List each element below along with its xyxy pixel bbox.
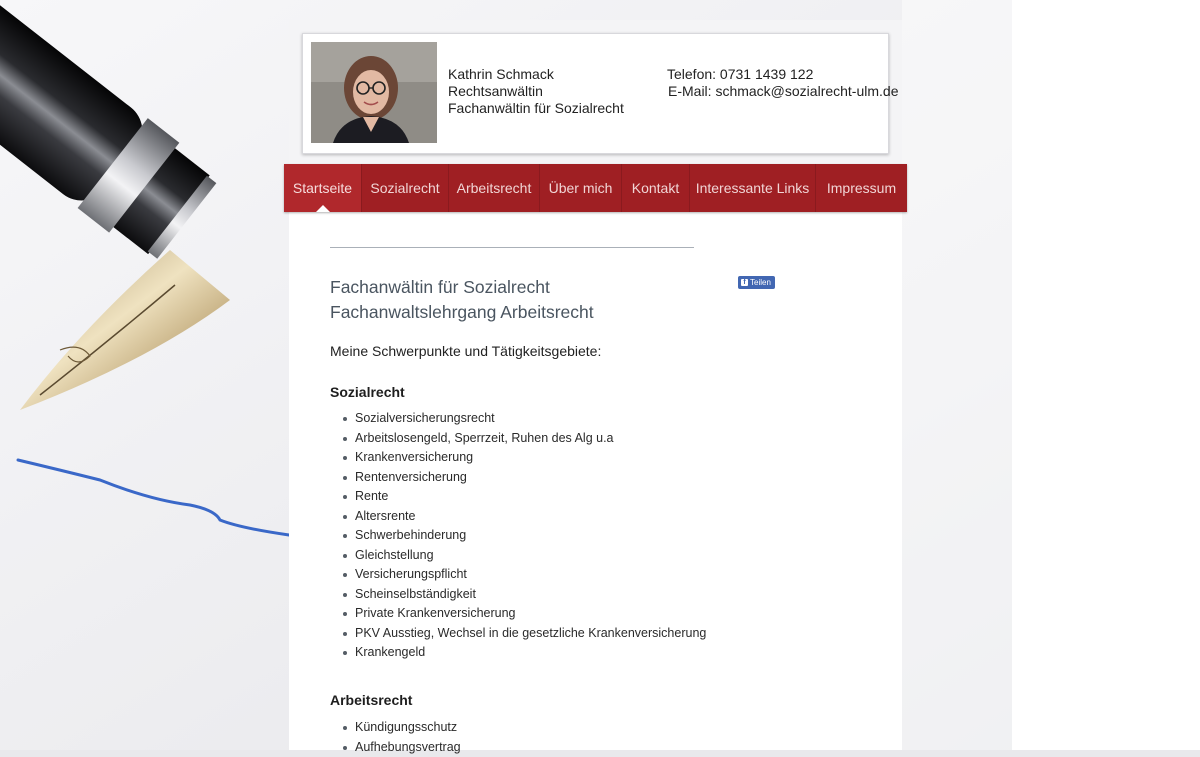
list-item: Aufhebungsvertrag (330, 738, 461, 757)
headline-line-1: Fachanwältin für Sozialrecht (330, 275, 594, 300)
nav-item-über-mich[interactable]: Über mich (540, 164, 622, 212)
section-title-arbeitsrecht: Arbeitsrecht (330, 692, 412, 708)
list-item: Krankengeld (330, 643, 706, 663)
arbeitsrecht-list (330, 718, 461, 757)
share-label: Teilen (750, 276, 771, 289)
list-item: Rente (330, 487, 706, 507)
list-item: Altersrente (330, 507, 706, 527)
intro-text: Meine Schwerpunkte und Tätigkeitsgebiete: (330, 343, 601, 359)
nav-item-interessante-links[interactable]: Interessante Links (690, 164, 816, 212)
list-item: Arbeitslosengeld, Sperrzeit, Ruhen des Alg u.a (330, 429, 706, 449)
list-item: Gleichstellung (330, 546, 706, 566)
nav-item-impressum[interactable]: Impressum (816, 164, 907, 212)
facebook-share-button[interactable] (738, 276, 775, 289)
nav-item-arbeitsrecht[interactable]: Arbeitsrecht (449, 164, 540, 212)
list-item: Kündigungsschutz (330, 718, 461, 738)
headline-line-2: Fachanwaltslehrgang Arbeitsrecht (330, 300, 594, 325)
phone-number[interactable]: Telefon: 0731 1439 122 (667, 66, 899, 83)
list-item: Scheinselbständigkeit (330, 585, 706, 605)
list-item: Rentenversicherung (330, 468, 706, 488)
list-item: Versicherungspflicht (330, 565, 706, 585)
sozialrecht-list (330, 409, 706, 663)
facebook-icon: f (741, 279, 748, 286)
person-role: Rechtsanwältin (448, 83, 624, 100)
list-item: Private Krankenversicherung (330, 604, 706, 624)
list-item: PKV Ausstieg, Wechsel in die gesetzliche Krankenversicherung (330, 624, 706, 644)
nav-item-startseite[interactable]: Startseite (284, 164, 362, 212)
nav-item-kontakt[interactable]: Kontakt (622, 164, 690, 212)
main-navigation (284, 164, 907, 212)
identity-block (448, 66, 624, 117)
section-title-sozialrecht: Sozialrecht (330, 384, 405, 400)
profile-photo (311, 42, 437, 143)
list-item: Krankenversicherung (330, 448, 706, 468)
person-specialty: Fachanwältin für Sozialrecht (448, 100, 624, 117)
divider (330, 247, 694, 248)
email-address[interactable]: E-Mail: schmack@sozialrecht-ulm.de (668, 83, 899, 100)
person-name: Kathrin Schmack (448, 66, 624, 83)
right-side-panel (902, 0, 1012, 750)
header-card (302, 33, 889, 154)
nav-item-sozialrecht[interactable]: Sozialrecht (362, 164, 449, 212)
contact-block (667, 66, 899, 100)
list-item: Schwerbehinderung (330, 526, 706, 546)
headline (330, 275, 594, 325)
list-item: Sozialversicherungsrecht (330, 409, 706, 429)
